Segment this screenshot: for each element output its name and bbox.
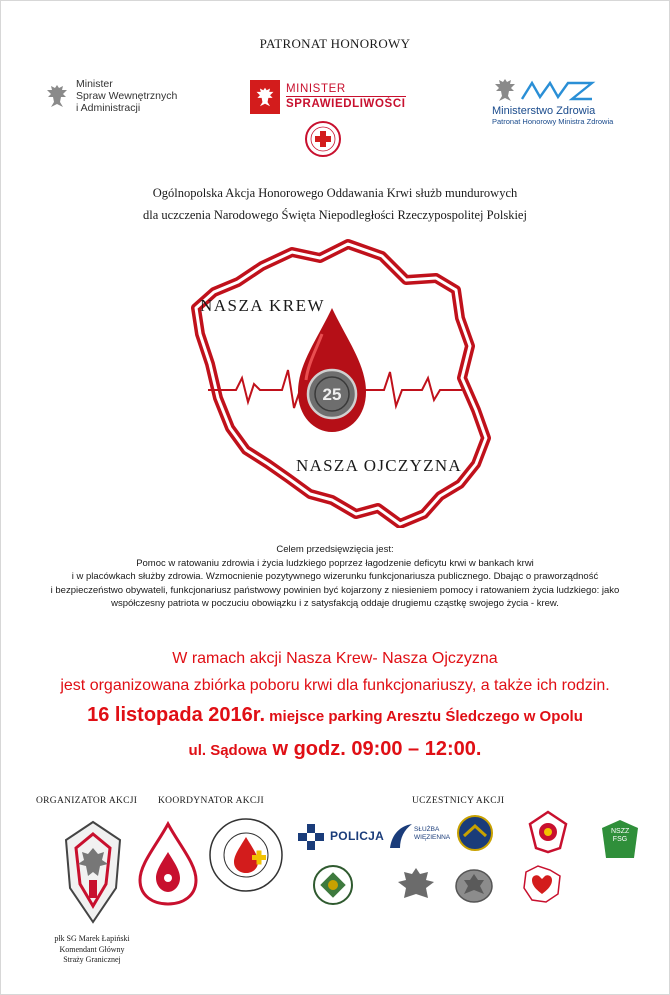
red-cross-icon bbox=[304, 120, 342, 158]
goal-line-1: Pomoc w ratowaniu zdrowia i życia ludzkiego poprzez łagodzenie deficytu krwi w bankach krwi bbox=[136, 557, 534, 569]
eagle-shield-icon bbox=[250, 80, 280, 114]
sw-line-1: SŁUŻBA bbox=[414, 826, 440, 833]
police-star-icon bbox=[296, 822, 326, 852]
sw-line-2: WIĘZIENNA bbox=[414, 834, 451, 841]
event-date: 16 listopada 2016r. bbox=[87, 704, 266, 726]
army-eagle-badge-icon bbox=[396, 864, 436, 906]
drop-number: 25 bbox=[322, 385, 342, 404]
participants-title: UCZESTNICY AKCJI bbox=[412, 796, 505, 806]
patronat-title: PATRONAT HONOROWY bbox=[259, 36, 411, 51]
intro-line-2: dla uczczenia Narodowego Święta Niepodległości Rzeczypospolitej Polskiej bbox=[143, 208, 527, 222]
customs-badge-icon bbox=[456, 814, 494, 852]
msw-line-1: Minister bbox=[76, 78, 113, 90]
goal-paragraph bbox=[20, 543, 650, 611]
blood-drop-club-logo-icon bbox=[136, 820, 200, 906]
intro-text bbox=[0, 182, 670, 226]
logo-ministry-justice bbox=[250, 80, 406, 114]
organizer-caption bbox=[42, 934, 142, 966]
nszz-label bbox=[611, 828, 629, 844]
announcement-date-place bbox=[0, 704, 670, 727]
slogan-nasza-krew: NASZA KREW bbox=[200, 296, 326, 315]
logo-red-cross bbox=[304, 120, 342, 158]
goal-line-2: i w placówkach służby zdrowia. Wzmocnienie pozytywnego wizerunku funkcjonariusza publicznego. Dbając o praworządność bbox=[71, 571, 599, 582]
goal-line-3: i bezpieczeństwo obywateli, funkcjonariusz państwowy powinien być kojarzony z niesieniem pomocy i ratowaniem życia ludzkiego: jako bbox=[50, 584, 620, 596]
organizer-caption-2: Komendant Główny bbox=[59, 944, 125, 954]
intro-line-1: Ogólnopolska Akcja Honorowego Oddawania Krwi służb mundurowych bbox=[152, 186, 518, 200]
organizer-title: ORGANIZATOR AKCJI bbox=[36, 796, 138, 806]
coordinator-title: KOORDYNATOR AKCJI bbox=[158, 796, 265, 806]
eagle-emblem-icon bbox=[452, 866, 496, 906]
announcement-line-2: jest organizowana zbiórka poboru krwi dla funkcjonariuszy, a także ich rodzin. bbox=[60, 677, 610, 694]
logo-ministry-health bbox=[492, 76, 642, 126]
msw-line-2: Spraw Wewnętrznych bbox=[76, 90, 178, 102]
mz-subtitle: Patronat Honorowy Ministra Zdrowia bbox=[492, 117, 614, 126]
fire-service-badge-icon bbox=[528, 810, 568, 854]
logo-ministry-interior bbox=[44, 78, 177, 114]
slogan-nasza-ojczyzna: NASZA OJCZYZNA bbox=[296, 456, 463, 475]
announcement-line-1: W ramach akcji Nasza Krew- Nasza Ojczyzna bbox=[172, 650, 498, 667]
prison-service-logo-icon bbox=[386, 820, 414, 852]
ms-line-2: SPRAWIEDLIWOŚCI bbox=[286, 98, 406, 110]
border-guard-badge-icon bbox=[58, 818, 128, 930]
organizer-caption-1: płk SG Marek Łapiński bbox=[54, 934, 130, 943]
blood-drop-icon bbox=[298, 308, 366, 432]
msw-line-3: i Administracji bbox=[76, 102, 141, 114]
polish-eagle-icon bbox=[492, 76, 518, 104]
polish-eagle-icon bbox=[44, 82, 70, 110]
nszz-line-1: NSZZ bbox=[611, 828, 630, 835]
event-street: ul. Sądowa bbox=[188, 742, 267, 759]
prison-service-label bbox=[414, 826, 450, 842]
ms-line-1: MINISTER bbox=[286, 83, 346, 95]
announcement-street-hours bbox=[0, 738, 670, 761]
nszz-line-2: FSG bbox=[612, 836, 628, 843]
organizer-caption-3: Straży Granicznej bbox=[63, 955, 121, 964]
event-place: miejsce parking Aresztu Śledczego w Opolu bbox=[265, 708, 583, 725]
policja-label: POLICJA bbox=[330, 829, 385, 843]
mz-wave-logo-icon bbox=[518, 77, 596, 103]
event-hours: w godz. 09:00 – 12:00. bbox=[266, 738, 482, 760]
heart-map-logo-icon bbox=[520, 864, 564, 906]
goal-line-4: współczesny patriota w poczuciu obowiązku i z satysfakcją oddaje drugiemu cząstkę swojego życia - krew. bbox=[111, 598, 559, 609]
goal-heading: Celem przedsięwzięcia jest: bbox=[276, 544, 394, 555]
mz-name: Ministerstwo Zdrowia bbox=[492, 105, 596, 117]
poland-map-graphic bbox=[170, 238, 500, 528]
military-police-badge-icon bbox=[312, 864, 354, 906]
blood-center-opole-logo-icon bbox=[206, 815, 286, 895]
